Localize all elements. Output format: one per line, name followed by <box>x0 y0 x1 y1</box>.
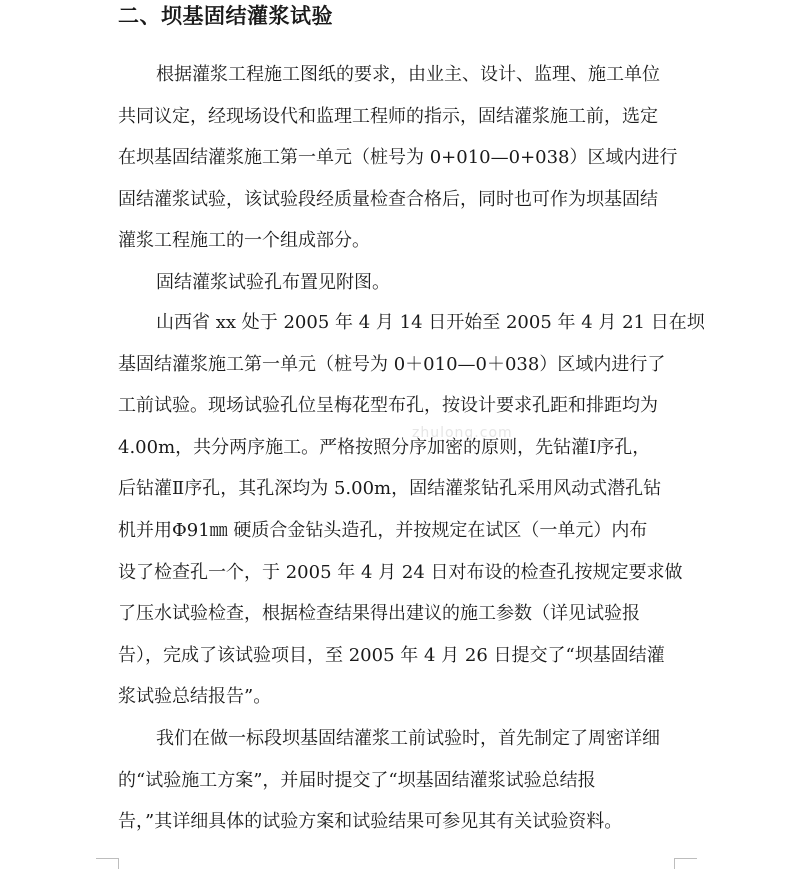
paragraph-line: 固结灌浆试验孔布置见附图。 <box>156 272 390 293</box>
paragraph-line: 我们在做一标段坝基固结灌浆工前试验时，首先制定了周密详细 <box>156 728 660 749</box>
paragraph-line: 灌浆工程施工的一个组成部分。 <box>118 230 370 252</box>
paragraph-line: 基固结灌浆施工第一单元（桩号为 0＋010—0＋038）区域内进行了 <box>118 353 666 375</box>
paragraph-line: 告，”其详细具体的试验方案和试验结果可参见其有关试验资料。 <box>118 811 623 833</box>
paragraph-line: 后钻灌Ⅱ序孔，其孔深均为 5.00m，固结灌浆钻孔采用风动式潜孔钻 <box>118 478 662 500</box>
paragraph-line: 工前试验。现场试验孔位呈梅花型布孔，按设计要求孔距和排距均为 <box>118 395 658 417</box>
paragraph-line: 设了检查孔一个，于 2005 年 4 月 24 日对布设的检查孔按规定要求做 <box>118 561 683 583</box>
paragraph-line: 在坝基固结灌浆施工第一单元（桩号为 0+010—0+038）区域内进行 <box>118 147 678 169</box>
paragraph-line: 根据灌浆工程施工图纸的要求，由业主、设计、监理、施工单位 <box>156 64 660 85</box>
paragraph-line: 固结灌浆试验，该试验段经质量检查合格后，同时也可作为坝基固结 <box>118 188 658 210</box>
paragraph-test-overview <box>118 54 678 262</box>
paragraph-line: 共同议定，经现场设代和监理工程师的指示，固结灌浆施工前，选定 <box>118 105 658 127</box>
paragraph-line: 4.00m，共分两序施工。严格按照分序加密的原则，先钻灌Ⅰ序孔， <box>118 436 651 458</box>
section-heading: 二、坝基固结灌浆试验 <box>118 4 333 28</box>
paragraph-line: 浆试验总结报告”。 <box>118 686 272 708</box>
page-corner-mark-left <box>96 858 119 869</box>
paragraph-test-plan <box>118 718 678 843</box>
page-corner-mark-right <box>674 858 697 869</box>
paragraph-line: 的“试验施工方案”，并届时提交了“坝基固结灌浆试验总结报 <box>118 769 596 791</box>
paragraph-line: 告），完成了该试验项目，至 2005 年 4 月 26 日提交了“坝基固结灌 <box>118 644 665 666</box>
paragraph-hole-layout <box>118 262 678 304</box>
paragraph-line: 山西省 xx 处于 2005 年 4 月 14 日开始至 2005 年 4 月 21 日在坝 <box>156 312 705 333</box>
watermark-text: zhulong.com <box>412 425 513 441</box>
paragraph-line: 机并用Φ91㎜ 硬质合金钻头造孔，并按规定在试区（一单元）内布 <box>118 519 648 541</box>
paragraph-test-process <box>118 302 705 718</box>
paragraph-line: 了压水试验检查，根据检查结果得出建议的施工参数（详见试验报 <box>118 603 640 625</box>
